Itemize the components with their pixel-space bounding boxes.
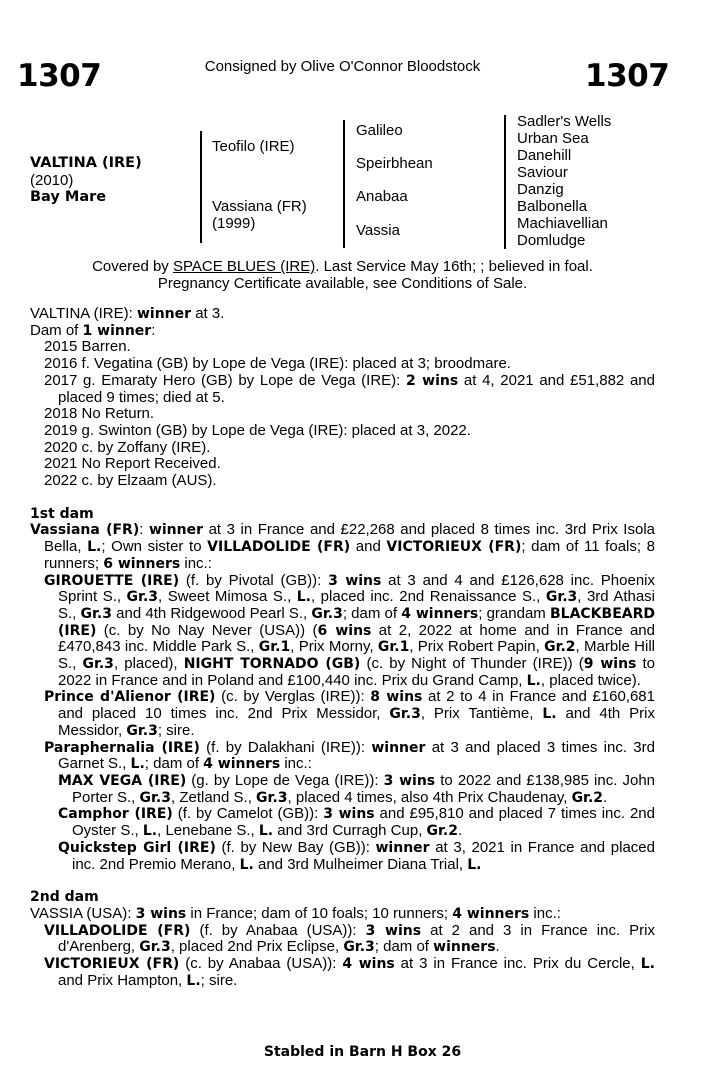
progeny-entry: Prince d'Alienor (IRE) (c. by Verglas (IRE)): 8 wins at 2 to 4 in France and £160,681 and placed 10 times inc. 2nd Prix Messidor, Gr.3, Prix Tantième, L. and 4th Prix Messidor, Gr.3; sire. [44, 688, 656, 739]
pedigree-dam: Vassiana (FR) (1999) [212, 198, 307, 232]
produce-item: 2022 c. by Elzaam (AUS). [44, 472, 217, 490]
pedigree-sire: Teofilo (IRE) [212, 138, 295, 155]
produce-item: 2021 No Report Received. [44, 455, 221, 473]
horse-name: VALTINA (IRE) [30, 155, 142, 171]
produce-list [30, 339, 655, 489]
horse-summary: VALTINA (IRE): winner at 3. [30, 305, 225, 322]
lot-number-right: 1307 [585, 58, 670, 94]
lot-number-left: 1307 [17, 58, 102, 94]
pedigree-sire-dam: Speirbhean [356, 155, 433, 172]
horse-info [30, 155, 142, 206]
horse-sex: Bay Mare [30, 189, 107, 205]
progeny-entry: GIROUETTE (IRE) (f. by Pivotal (GB)): 3 wins at 3 and 4 and £126,628 inc. Phoenix Sprint S., Gr.3, Sweet Mimosa S., L., placed inc. 2nd Renaissance S., Gr.3, 3rd Athasi S., Gr.3 and 4th Ridgewood Pearl S., Gr.3; dam of 4 winners; grandam BLACKBEARD (IRE) (c. by No Nay Never (USA)) (6 wins at 2, 2022 at home and in France and £470,843 inc. Middle Park S., Gr.1, Prix Morny, Gr.1, Prix Robert Papin, Gr.2, Marble Hill S., Gr.3, placed), NIGHT TORNADO (GB) (c. by Night of Thunder (IRE)) (9 wins to 2022 in France and in Poland and £100,440 inc. Prix du Grand Camp, L., placed twice). [44, 571, 656, 689]
progeny-entry: Paraphernalia (IRE) (f. by Dalakhani (IRE)): winner at 3 and placed 3 times inc. 3rd Garnet S., L.; dam of 4 winners inc.: [44, 738, 655, 773]
second-dam-heading: 2nd dam [30, 889, 99, 906]
covering-stallion: SPACE BLUES (IRE) [172, 258, 316, 275]
consignor: Consigned by Olive O'Connor Bloodstock [204, 58, 481, 75]
dam-of-line: Dam of 1 winner: [30, 321, 156, 339]
second-dam-entry: VASSIA (USA): 3 wins in France; dam of 10 foals; 10 runners; 4 winners inc.: [30, 904, 561, 922]
produce-item: 2017 g. Emaraty Hero (GB) by Lope de Vega (IRE): 2 wins at 4, 2021 and £51,882 and placed 9 times; died at 5. [44, 371, 655, 406]
pedigree-third-generation: Sadler's Wells Urban Sea Danehill Saviour Danzig Balbonella Machiavellian Domludge [517, 113, 612, 249]
produce-item: 2020 c. by Zoffany (IRE). [44, 438, 211, 456]
covering-details: Covered by SPACE BLUES (IRE). Last Service May 16th; ; believed in foal. Pregnancy Certificate available, see Conditions of Sale. [92, 258, 593, 292]
catalogue-body [30, 306, 655, 989]
first-dam-heading: 1st dam [30, 505, 94, 522]
progeny-entry: Camphor (IRE) (f. by Camelot (GB)): 3 wins and £95,810 and placed 7 times inc. 2nd Oyster S., L., Lenebane S., L. and 3rd Curragh Cup, Gr.2. [58, 805, 655, 840]
first-dam-entry: Vassiana (FR): winner at 3 in France and £22,268 and placed 8 times inc. 3rd Prix Isola Bella, L.; Own sister to VILLADOLIDE (FR) and VICTORIEUX (FR); dam of 11 foals; 8 runners; 6 winners inc.: [30, 521, 655, 572]
pedigree-divider-1 [200, 131, 202, 243]
pedigree-dam-sire: Anabaa [356, 188, 408, 205]
progeny-entry: MAX VEGA (IRE) (g. by Lope de Vega (IRE)): 3 wins to 2022 and £138,985 inc. John Porter S., Gr.3, Zetland S., Gr.3, placed 4 times, also 4th Prix Chaudenay, Gr.2. [58, 771, 656, 806]
pedigree-dam-dam: Vassia [356, 222, 400, 239]
progeny-entry: VILLADOLIDE (FR) (f. by Anabaa (USA)): 3 wins at 2 and 3 in France inc. Prix d'Arenberg, Gr.3, placed 2nd Prix Eclipse, Gr.3; dam of winners. [44, 921, 655, 956]
produce-item: 2015 Barren. [44, 338, 131, 356]
stabling-info: Stabled in Barn H Box 26 [263, 1044, 462, 1060]
pedigree-divider-3 [504, 115, 506, 249]
horse-year: (2010) [30, 172, 74, 189]
pedigree-divider-2 [343, 120, 345, 248]
progeny-entry: Quickstep Girl (IRE) (f. by New Bay (GB)): winner at 3, 2021 in France and placed inc. 2nd Premio Merano, L. and 3rd Mulheimer Diana Trial, L. [58, 838, 655, 873]
pedigree-sire-sire: Galileo [356, 122, 403, 139]
produce-item: 2019 g. Swinton (GB) by Lope de Vega (IRE): placed at 3, 2022. [44, 421, 471, 439]
produce-item: 2018 No Return. [44, 405, 155, 423]
produce-item: 2016 f. Vegatina (GB) by Lope de Vega (IRE): placed at 3; broodmare. [44, 355, 511, 373]
progeny-entry: VICTORIEUX (FR) (c. by Anabaa (USA)): 4 wins at 3 in France inc. Prix du Cercle, L. and Prix Hampton, L.; sire. [44, 955, 655, 989]
